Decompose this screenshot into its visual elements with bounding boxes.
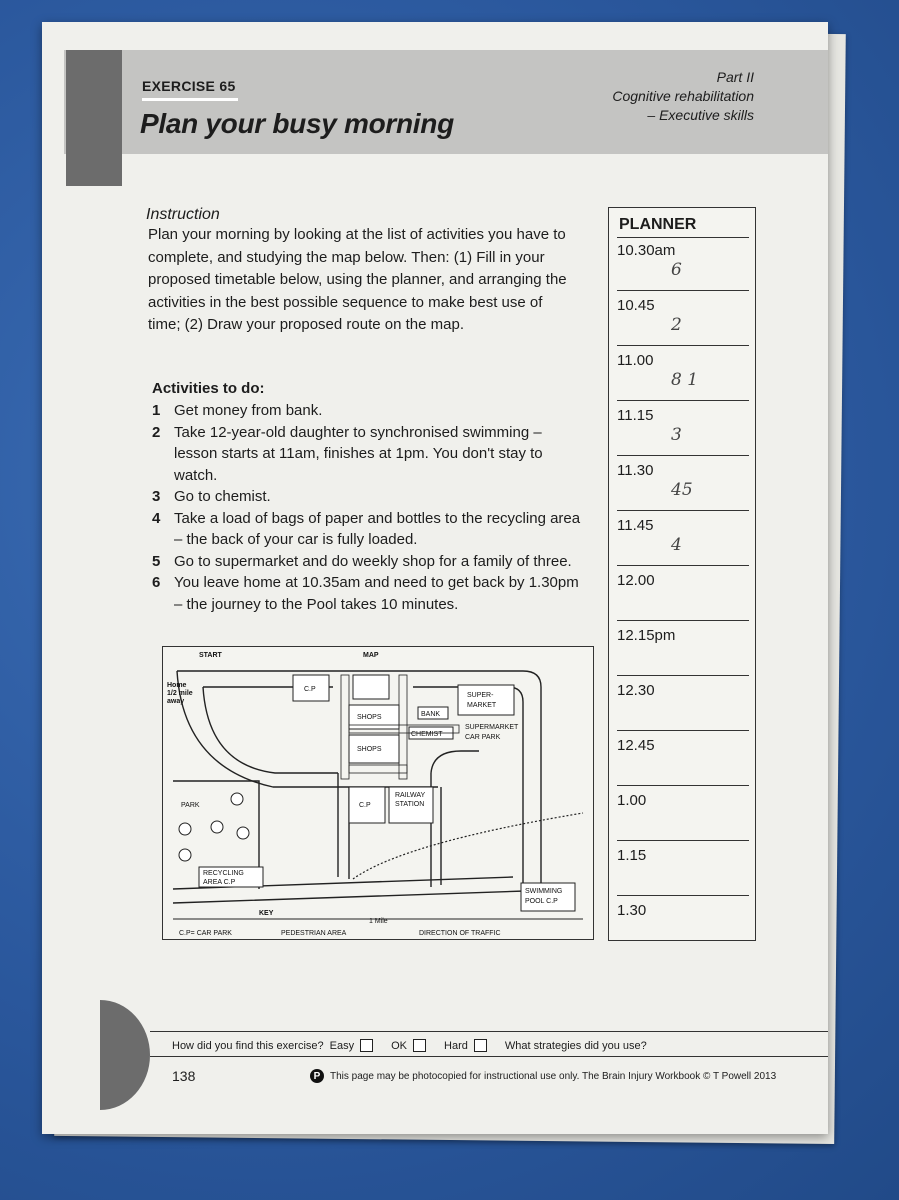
- map-title-label: MAP: [363, 652, 379, 659]
- activity-item: 4 Take a load of bags of paper and bottles to the recycling area – the back of your car is fully loaded.: [152, 509, 581, 548]
- publisher-logo-icon: P: [310, 1069, 324, 1083]
- planner-title: PLANNER: [619, 216, 697, 233]
- part-label: Part II: [716, 69, 754, 85]
- handwritten-note: 4: [671, 535, 682, 555]
- planner-slot[interactable]: 1.15: [609, 845, 755, 900]
- handwritten-note: 8 1: [671, 370, 699, 390]
- railway-track: [353, 813, 583, 879]
- map-key-cp: C.P= CAR PARK: [179, 930, 232, 937]
- map-cp-mid: C.P: [359, 802, 371, 809]
- part-block: [612, 68, 754, 125]
- map-start-label: START: [199, 652, 222, 659]
- map-recycling-1: RECYCLING: [203, 870, 244, 877]
- ok-label: OK: [391, 1039, 408, 1052]
- map-bank: BANK: [421, 711, 441, 718]
- handwritten-note: 2: [671, 315, 682, 335]
- planner-slot[interactable]: 1.00: [609, 790, 755, 845]
- activities-title: Activities to do:: [152, 380, 265, 397]
- route-map[interactable]: [162, 646, 594, 940]
- strategies-question: What strategies did you use?: [504, 1039, 647, 1052]
- planner-slot[interactable]: 10.45 2: [609, 295, 755, 350]
- planner-slot[interactable]: 11.45 4: [609, 515, 755, 570]
- activities-list: [152, 400, 582, 615]
- planner-slot[interactable]: 11.30 45: [609, 460, 755, 515]
- copyright-line: [310, 1069, 776, 1083]
- copyright-text: This page may be photocopied for instructional use only. The Brain Injury Workbook © T Powell 2013: [330, 1070, 777, 1082]
- map-supermarket-1: SUPER-: [467, 692, 494, 699]
- activity-item: 1 Get money from bank.: [152, 402, 323, 419]
- map-chemist: CHEMIST: [411, 731, 443, 738]
- map-pool-2: POOL C.P: [525, 898, 558, 905]
- footer-rule-top: [150, 1031, 828, 1032]
- map-railway-2: STATION: [395, 801, 425, 808]
- map-park: PARK: [181, 802, 200, 809]
- activity-item: 5 Go to supermarket and do weekly shop for a family of three.: [152, 552, 572, 570]
- activity-item: 6 You leave home at 10.35am and need to get back by 1.30pm – the journey to the Pool takes 10 minutes.: [152, 574, 579, 613]
- ok-checkbox[interactable]: [413, 1039, 426, 1052]
- map-key-pedestrian: PEDESTRIAN AREA: [281, 930, 347, 937]
- planner-table: [608, 207, 756, 941]
- map-pool-1: SWIMMING: [525, 888, 563, 895]
- section-line-2: – Executive skills: [647, 107, 754, 123]
- planner-slot[interactable]: 1.30: [617, 902, 647, 919]
- header-tab: [66, 50, 122, 186]
- map-home-away: away: [167, 698, 185, 705]
- planner-divider: [617, 237, 749, 238]
- planner-slot[interactable]: 11.15 3: [609, 405, 755, 460]
- map-shops-top: SHOPS: [357, 714, 382, 721]
- worksheet-page: [42, 22, 828, 1134]
- planner-slot[interactable]: 12.30: [609, 680, 755, 735]
- map-home-distance: 1/2 mile: [167, 690, 193, 697]
- activity-item: 3 Go to chemist.: [152, 488, 271, 505]
- handwritten-note: 6: [671, 260, 682, 280]
- map-supermarket-cp-1: SUPERMARKET: [465, 724, 519, 731]
- map-shops-bottom: SHOPS: [357, 746, 382, 753]
- map-home-label: Home: [167, 682, 187, 689]
- page-number: 138: [172, 1068, 196, 1084]
- planner-slot[interactable]: 11.00 8 1: [609, 350, 755, 405]
- page-title: Plan your busy morning: [140, 108, 454, 139]
- easy-label: Easy: [329, 1039, 355, 1052]
- easy-checkbox[interactable]: [360, 1039, 373, 1052]
- planner-slot[interactable]: 12.45: [609, 735, 755, 790]
- map-drawing: [163, 647, 593, 939]
- planner-slot[interactable]: 10.30am 6: [609, 240, 755, 295]
- map-cp-top: C.P: [304, 686, 316, 693]
- instruction-text: Plan your morning by looking at the list of activities you have to complete, and studying the map below. Then: (1) Fill in your proposed timetable below, using the planner, and arranging the activities in the best possible sequence to make best use of time; (2) Draw your proposed route on the map.: [148, 226, 567, 333]
- activity-item: 2 Take 12-year-old daughter to synchronised swimming – lesson starts at 11am, finishes at 1pm. You don't stay to watch.: [152, 423, 543, 484]
- exercise-label: EXERCISE 65: [142, 78, 236, 94]
- map-supermarket-cp-2: CAR PARK: [465, 734, 501, 741]
- map-railway-1: RAILWAY: [395, 792, 426, 799]
- hard-checkbox[interactable]: [474, 1039, 487, 1052]
- section-line-1: Cognitive rehabilitation: [612, 88, 754, 104]
- footer-tab: [100, 1000, 150, 1110]
- map-key: KEY: [259, 910, 274, 917]
- map-key-traffic: DIRECTION OF TRAFFIC: [419, 930, 501, 937]
- map-recycling-2: AREA C.P: [203, 879, 236, 886]
- exercise-underline: [142, 98, 238, 101]
- hard-label: Hard: [444, 1039, 468, 1052]
- feedback-question: How did you find this exercise?: [172, 1039, 324, 1052]
- feedback-row: [172, 1039, 647, 1052]
- footer-rule-bottom: [150, 1056, 828, 1057]
- map-supermarket-2: MARKET: [467, 702, 497, 709]
- handwritten-note: 45: [671, 480, 693, 500]
- planner-slot[interactable]: 12.15pm: [609, 625, 755, 680]
- handwritten-note: 3: [671, 425, 682, 445]
- instruction-title: Instruction: [146, 206, 220, 223]
- map-buildings: [199, 675, 575, 911]
- map-mile: 1 Mile: [369, 918, 388, 925]
- planner-slot[interactable]: 12.00: [609, 570, 755, 625]
